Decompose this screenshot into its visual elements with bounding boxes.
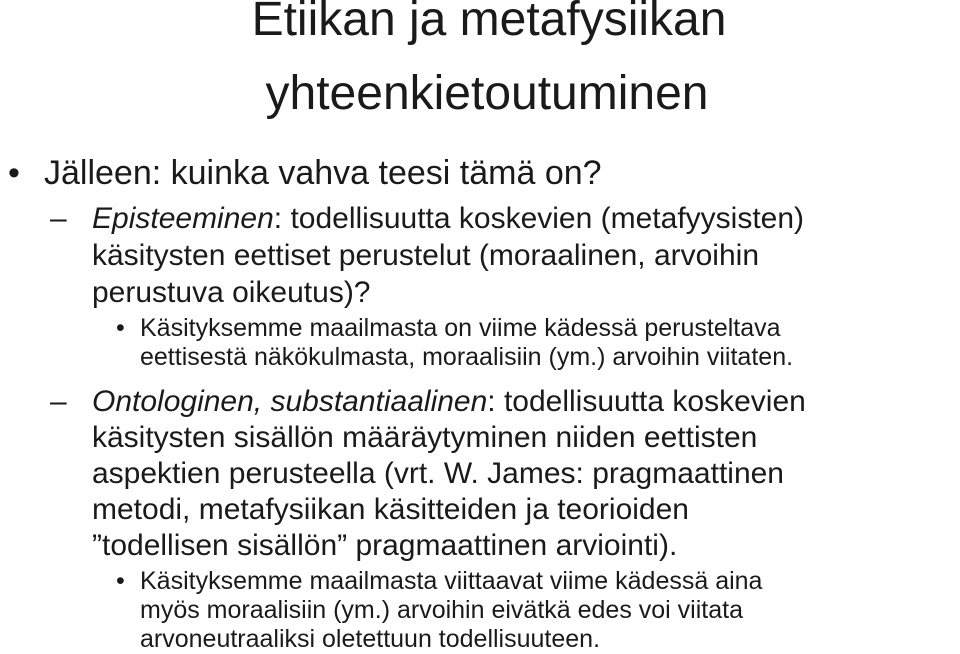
sub-point-2-line-5: ”todellisen sisällön” pragmaattinen arviointi). [92, 529, 678, 562]
sub-point-1-line-3: perustuva oikeutus)? [92, 276, 371, 309]
bullet-marker: • [116, 567, 125, 595]
dash-marker: – [50, 202, 67, 235]
sub-sub-point-2-line-3: arvoneutraaliksi oletettuun todellisuuteen. [140, 625, 601, 653]
sub-point-2-line-2: käsitysten sisällön määräytyminen niiden eettisten [92, 421, 758, 454]
sub-point-1-line-1-rest: : todellisuutta koskevien (metafyysisten) [273, 202, 805, 235]
slide-title-line-2: yhteenkietoutuminen [265, 67, 709, 120]
sub-sub-point-2-line-2: myös moraalisiin (ym.) arvoihin eivätkä edes voi viitata [140, 596, 743, 624]
sub-sub-point-1-line-1: Käsityksemme maailmasta on viime kädessä perusteltava [140, 314, 781, 342]
sub-point-2-line-1-rest: : todellisuutta koskevien [487, 385, 806, 418]
sub-point-2-line-3: aspektien perusteella (vrt. W. James: pragmaattinen [92, 457, 784, 490]
bullet-marker: • [116, 314, 125, 342]
sub-sub-point-1-line-2: eettisestä näkökulmasta, moraalisiin (ym.) arvoihin viitaten. [140, 343, 794, 371]
sub-point-1-line-2: käsitysten eettiset perustelut (moraalinen, arvoihin [92, 239, 760, 272]
bullet-point-1: Jälleen: kuinka vahva teesi tämä on? [44, 154, 602, 192]
dash-marker: – [50, 385, 67, 418]
sub-point-2-term: Ontologinen, substantiaalinen [92, 385, 488, 418]
sub-sub-point-2-line-1: Käsityksemme maailmasta viittaavat viime kädessä aina [140, 567, 763, 595]
sub-point-2-line-4: metodi, metafysiikan käsitteiden ja teorioiden [92, 493, 689, 526]
slide-title-line-1: Etiikan ja metafysiikan [251, 0, 727, 46]
sub-point-1-line-1 [92, 201, 804, 236]
bullet-marker: • [8, 154, 20, 192]
sub-point-2-line-1 [92, 384, 806, 419]
sub-point-1-term: Episteeminen [92, 202, 274, 235]
